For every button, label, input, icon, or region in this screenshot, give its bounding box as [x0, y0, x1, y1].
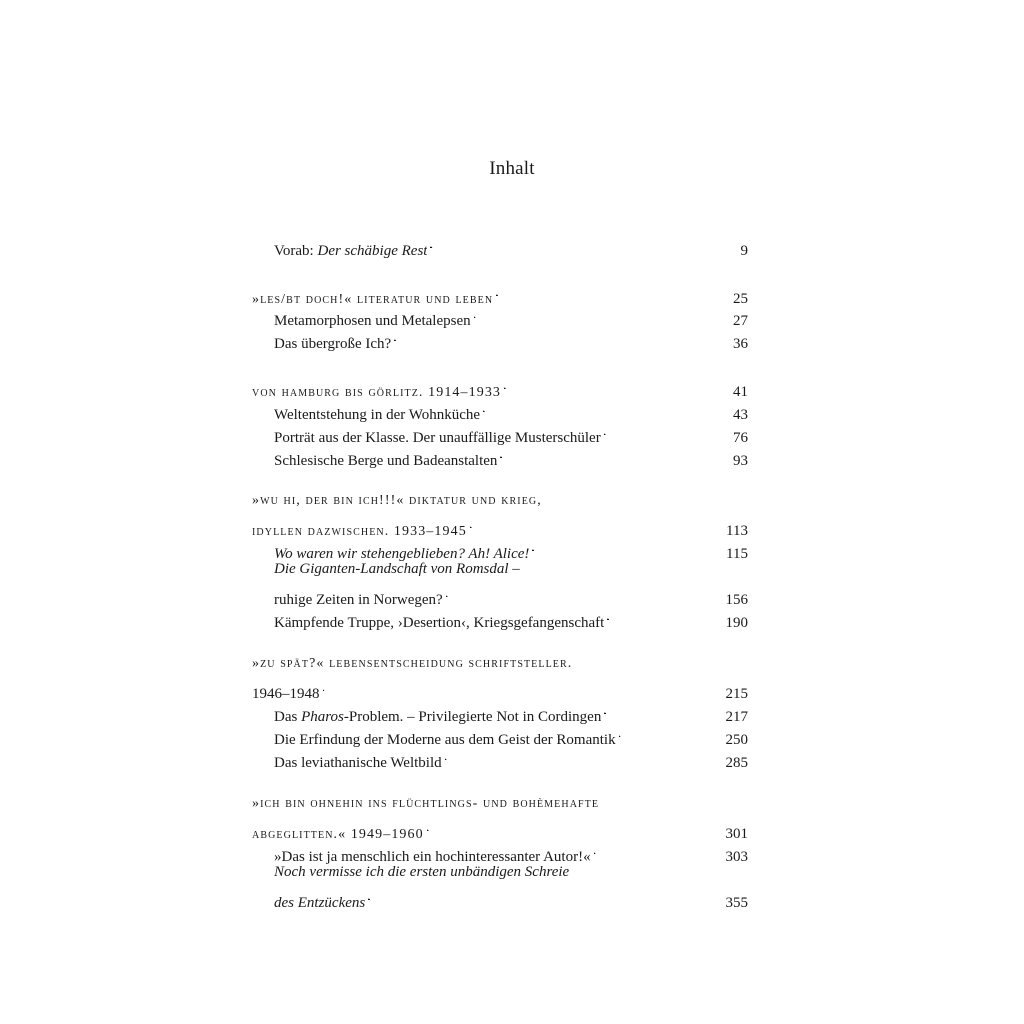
toc-entry-title: des Entzückens	[274, 895, 366, 911]
toc-entry-title: Porträt aus der Klasse. Der unauffällige Musterschüler	[274, 430, 601, 446]
toc-page-number: 355	[725, 895, 748, 911]
toc-page-number: 93	[733, 453, 748, 469]
toc-entry[interactable]	[274, 744, 748, 771]
dot-leader	[619, 721, 721, 744]
toc-page-number: 113	[726, 523, 748, 539]
toc-entry-title: ruhige Zeiten in Norwegen?	[274, 592, 443, 608]
toc-entry[interactable]	[274, 604, 748, 631]
toc-page-number: 41	[733, 384, 748, 400]
toc-entry[interactable]	[274, 419, 748, 446]
dot-leader	[394, 325, 721, 348]
toc-page-number: 217	[725, 709, 748, 725]
dot-leader	[594, 838, 721, 861]
dot-leader	[500, 442, 721, 465]
toc-entry[interactable]	[274, 396, 748, 423]
toc-entry-title: Schlesische Berge und Badeanstalten	[274, 453, 498, 469]
toc-page-number: 301	[725, 826, 748, 842]
toc-page-number: 285	[725, 755, 748, 771]
toc-section-title: »les/bt doch!« literatur und leben	[252, 292, 494, 307]
table-of-contents	[252, 0, 748, 1024]
toc-section-heading[interactable]	[252, 489, 748, 512]
toc-section-heading[interactable]	[252, 280, 748, 307]
toc-page-number: 303	[725, 849, 748, 865]
dot-leader	[323, 675, 722, 698]
toc-entry-title: Weltentstehung in der Wohnküche	[274, 407, 481, 423]
toc-page-number: 250	[725, 732, 748, 748]
toc-page-number: 9	[740, 243, 748, 259]
toc-section-title: von hamburg bis görlitz. 1914–1933	[252, 385, 502, 400]
dot-leader	[604, 419, 721, 442]
toc-section-title: »ich bin ohnehin ins flüchtlings- und bohèmehafte	[252, 796, 600, 811]
dot-leader	[483, 396, 721, 419]
toc-section-heading[interactable]	[252, 373, 748, 400]
toc-entry[interactable]	[274, 302, 748, 329]
toc-page-number: 156	[725, 592, 748, 608]
toc-section-title: »zu spät?« lebensentscheidung schriftsteller.	[252, 656, 573, 671]
toc-entry[interactable]	[274, 535, 748, 562]
toc-entry[interactable]	[274, 325, 748, 352]
toc-page-number: 115	[726, 546, 748, 562]
toc-entry-title: Wo waren wir stehengeblieben? Ah! Alice!	[274, 546, 530, 562]
dot-leader	[430, 232, 721, 255]
toc-entry-title: Kämpfende Truppe, ›Desertion‹, Kriegsgefangenschaft	[274, 615, 605, 631]
toc-entry[interactable]	[274, 558, 748, 581]
toc-page-number: 76	[733, 430, 748, 446]
toc-entry-title: Vorab: Der schäbige Rest	[274, 243, 428, 259]
toc-section-title: »wu hi, der bin ich!!!« diktatur und krieg,	[252, 493, 542, 508]
toc-entry[interactable]	[274, 861, 748, 884]
dot-leader	[470, 512, 721, 535]
toc-entry-title: »Das ist ja menschlich ein hochinteressanter Autor!«	[274, 849, 591, 865]
toc-section-title: 1946–1948	[252, 686, 320, 702]
dot-leader	[532, 535, 721, 558]
toc-page-number: 190	[725, 615, 748, 631]
dot-leader	[607, 604, 721, 627]
toc-entry-title: Das leviathanische Weltbild	[274, 755, 442, 771]
toc-entry-title: Das übergroße Ich?	[274, 336, 392, 352]
toc-entry[interactable]	[274, 232, 748, 259]
toc-section-heading[interactable]	[252, 675, 748, 702]
toc-entry[interactable]	[274, 698, 748, 725]
toc-entry[interactable]	[274, 442, 748, 469]
dot-leader	[504, 373, 721, 396]
toc-section-heading[interactable]	[252, 512, 748, 539]
toc-entry[interactable]	[274, 581, 748, 608]
dot-leader	[446, 581, 721, 604]
toc-entry-title: Die Giganten-Landschaft von Romsdal –	[274, 561, 520, 577]
toc-entry[interactable]	[274, 884, 748, 911]
toc-page-number: 25	[733, 291, 748, 307]
dot-leader	[474, 302, 721, 325]
toc-page-number: 43	[733, 407, 748, 423]
dot-leader	[427, 815, 721, 838]
toc-section-heading[interactable]	[252, 815, 748, 842]
dot-leader	[445, 744, 721, 767]
toc-section-heading[interactable]	[252, 792, 748, 815]
toc-section-title: idyllen dazwischen. 1933–1945	[252, 524, 467, 539]
toc-page-number: 36	[733, 336, 748, 352]
toc-entry[interactable]	[274, 838, 748, 865]
dot-leader	[368, 884, 721, 907]
toc-entry-title: Metamorphosen und Metalepsen	[274, 313, 471, 329]
toc-section-heading[interactable]	[252, 652, 748, 675]
toc-entry-title: Die Erfindung der Moderne aus dem Geist der Romantik	[274, 732, 616, 748]
dot-leader	[496, 280, 721, 303]
toc-entry[interactable]	[274, 721, 748, 748]
dot-leader	[604, 698, 721, 721]
toc-page-number: 27	[733, 313, 748, 329]
toc-entry-title: Noch vermisse ich die ersten unbändigen Schreie	[274, 864, 570, 880]
toc-section-title: abgeglitten.« 1949–1960	[252, 827, 424, 842]
toc-entry-title: Das Pharos-Problem. – Privilegierte Not in Cordingen	[274, 709, 602, 725]
page-title: Inhalt	[489, 158, 535, 179]
toc-page-number: 215	[725, 686, 748, 702]
